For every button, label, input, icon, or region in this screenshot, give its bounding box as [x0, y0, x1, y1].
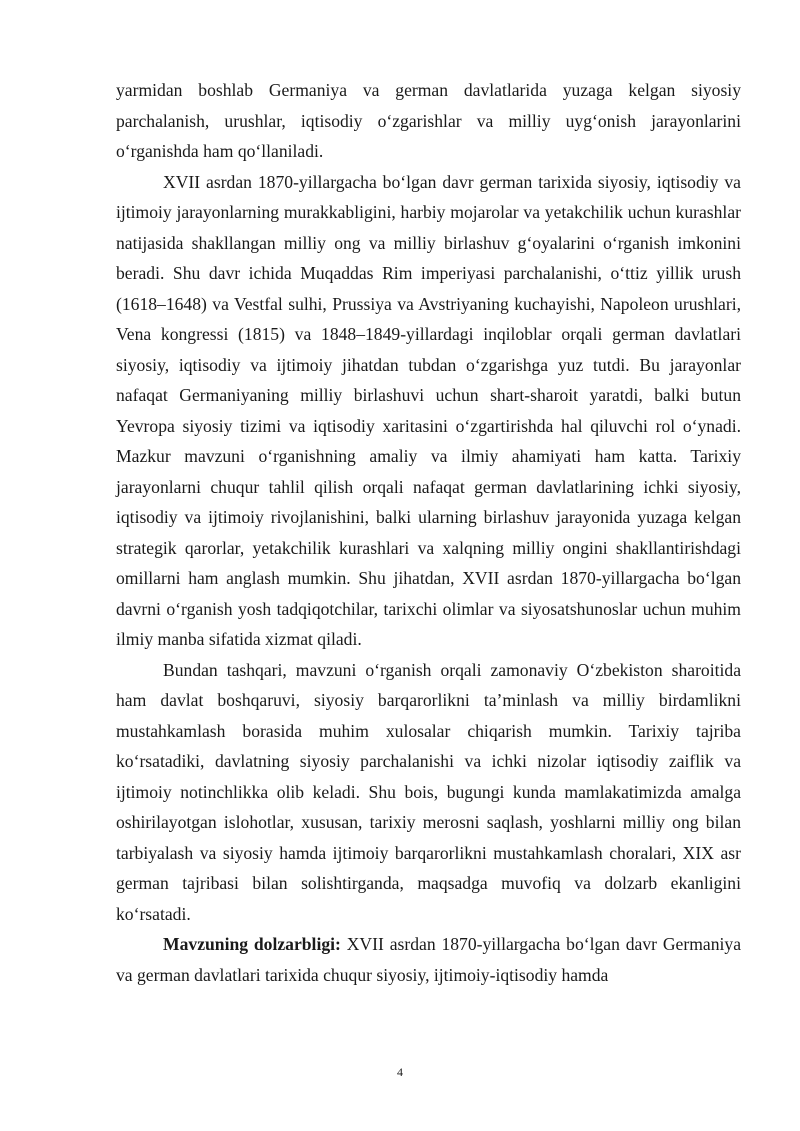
topic-relevance-heading: Mavzuning dolzarbligi:: [163, 934, 341, 954]
paragraph-uzbekistan-relevance: Bundan tashqari, mavzuni o‘rganish orqali zamonaviy O‘zbekiston sharoitida ham davlat boshqaruvi, siyosiy barqarorlikni ta’minlash va milliy birdamlikni mustahkamlash borasida muhim xulosalar chiqarish mumkin. Tarixiy tajriba ko‘rsatadiki, davlatning siyosiy parchalanishi va ichki nizolar iqtisodiy zaiflik va ijtimoiy notinchlikka olib keladi. Shu bois, bugungi kunda mamlakatimizda amalga oshirilayotgan islohotlar, xususan, tarixiy merosni saqlash, yoshlarni milliy ong bilan tarbiyalash va siyosiy hamda ijtimoiy barqarorlikni mustahkamlash choralari, XIX asr german tajribasi bilan solishtirganda, maqsadga muvofiq va dolzarb ekanligini ko‘rsatadi.: [116, 659, 741, 924]
topic-relevance-text: XVII asrdan 1870-yillargacha bo‘lgan davr Germaniya va german davlatlari tarixida chuqur siyosiy, ijtimoiy-iqtisodiy hamda: [116, 934, 742, 985]
body-text: [116, 75, 741, 990]
page-number: 4: [397, 1065, 403, 1079]
paragraph-continuation: yarmidan boshlab Germaniya va german davlatlarida yuzaga kelgan siyosiy parchalanish, urushlar, iqtisodiy o‘zgarishlar va milliy uyg‘onish jarayonlarini o‘rganishda ham qo‘llaniladi.: [116, 80, 741, 161]
paragraph-historical-period: XVII asrdan 1870-yillargacha bo‘lgan davr german tarixida siyosiy, iqtisodiy va ijtimoiy jarayonlarning murakkabligini, harbiy mojarolar va yetakchilik uchun kurashlar natijasida shakllangan milliy ong va milliy birlashuv g‘oyalarini o‘rganish imkonini beradi. Shu davr ichida Muqaddas Rim imperiyasi parchalanishi, o‘ttiz yillik urush (1618–1648) va Vestfal sulhi, Prussiya va Avstriyaning kuchayishi, Napoleon urushlari, Vena kongressi (1815) va 1848–1849-yillardagi inqiloblar orqali german davlatlari siyosiy, iqtisodiy va ijtimoiy jihatdan tubdan o‘zgarishga yuz tutdi. Bu jarayonlar nafaqat Germaniyaning milliy birlashuvi uchun shart-sharoit yaratdi, balki butun Yevropa siyosiy tizimi va iqtisodiy xaritasini o‘zgartirishda hal qiluvchi rol o‘ynadi. Mazkur mavzuni o‘rganishning amaliy va ilmiy ahamiyati ham katta. Tarixiy jarayonlarni chuqur tahlil qilish orqali nafaqat german davlatlarining ichki siyosiy, iqtisodiy va ijtimoiy rivojlanishini, balki ularning birlashuv jarayonida yuzaga kelgan strategik qarorlar, yetakchilik kurashlari va xalqning milliy ongini shakllantirishdagi omillarni ham anglash mumkin. Shu jihatdan, XVII asrdan 1870-yillargacha bo‘lgan davrni o‘rganish yosh tadqiqotchilar, tarixchi olimlar va siyosatshunoslar uchun muhim ilmiy manba sifatida xizmat qiladi.: [116, 171, 741, 649]
paragraph-topic-relevance: [116, 929, 741, 990]
